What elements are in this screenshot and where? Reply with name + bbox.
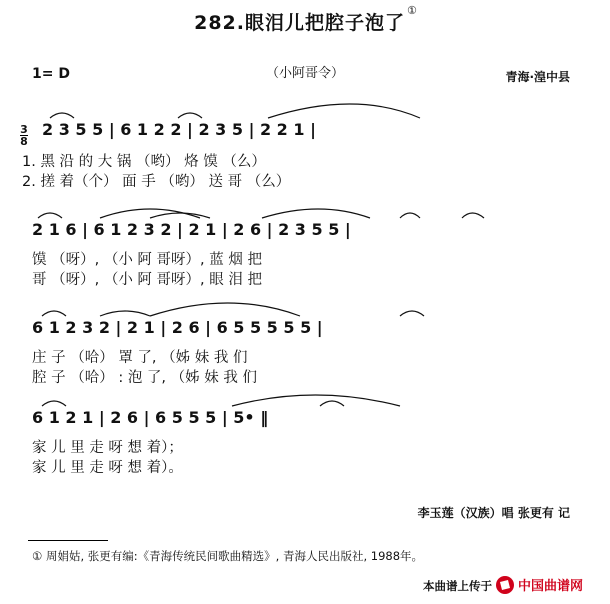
song-subtitle: （小阿哥令）	[265, 66, 344, 81]
site-logo-text: 中国曲谱网	[518, 579, 584, 594]
footnote-mark: ①	[407, 4, 418, 17]
time-signature-top: 3	[20, 123, 28, 136]
notation-line-3: 6 1 2 3 2 | 2 1 | 2 6 | 6 5 5 5 5 5 |	[32, 318, 323, 337]
notation-line-2: 2 1 6 | 6 1 2 3 2 | 2 1 | 2 6 | 2 3 5 5 |	[32, 220, 351, 239]
footnote-text: ① 周娟姑, 张更有编:《青海传统民间歌曲精选》, 青海人民出版社, 1988年。	[32, 549, 424, 563]
notation-line-1: 2 3 5 5 | 6 1 2 2 | 2 3 5 | 2 2 1 |	[42, 120, 316, 139]
lyric-line-1-verse-1: 1. 黑 沿 的 大 锅 （哟） 烙 馍 （么）	[22, 154, 266, 170]
notation-line-4: 6 1 2 1 | 2 6 | 6 5 5 5 | 5• ‖	[32, 408, 269, 427]
lyric-line-2-verse-2: 哥 （呀）, （小 阿 哥呀）, 眼 泪 把	[32, 272, 262, 288]
lyric-line-4-verse-2: 家 儿 里 走 呀 想 着）。	[32, 460, 183, 476]
footnote-divider	[28, 540, 108, 541]
performer-credit: 李玉莲（汉族）唱 张更有 记	[417, 506, 570, 520]
site-logo	[494, 574, 600, 596]
lyric-line-4-verse-1: 家 儿 里 走 呀 想 着）；	[32, 440, 183, 456]
time-signature-bottom: 8	[20, 135, 28, 148]
site-logo-icon	[494, 574, 600, 596]
song-origin: 青海·湟中县	[505, 70, 570, 84]
lyric-line-3-verse-1: 庄 子 （哈） 罩 了, （姊 妹 我 们	[32, 350, 248, 366]
key-signature: 1= D	[32, 66, 70, 82]
lyric-line-3-verse-2: 腔 子 （哈） : 泡 了, （姊 妹 我 们	[32, 370, 257, 386]
lyric-line-1-verse-2: 2. 搓 着（个） 面 手 （哟） 送 哥 （么）	[22, 174, 291, 190]
lyric-line-2-verse-1: 馍 （呀）, （小 阿 哥呀）, 蓝 烟 把	[32, 252, 262, 268]
upload-note: 本曲谱上传于	[423, 579, 492, 593]
song-title: 282.眼泪儿把腔子泡了①	[194, 4, 418, 34]
